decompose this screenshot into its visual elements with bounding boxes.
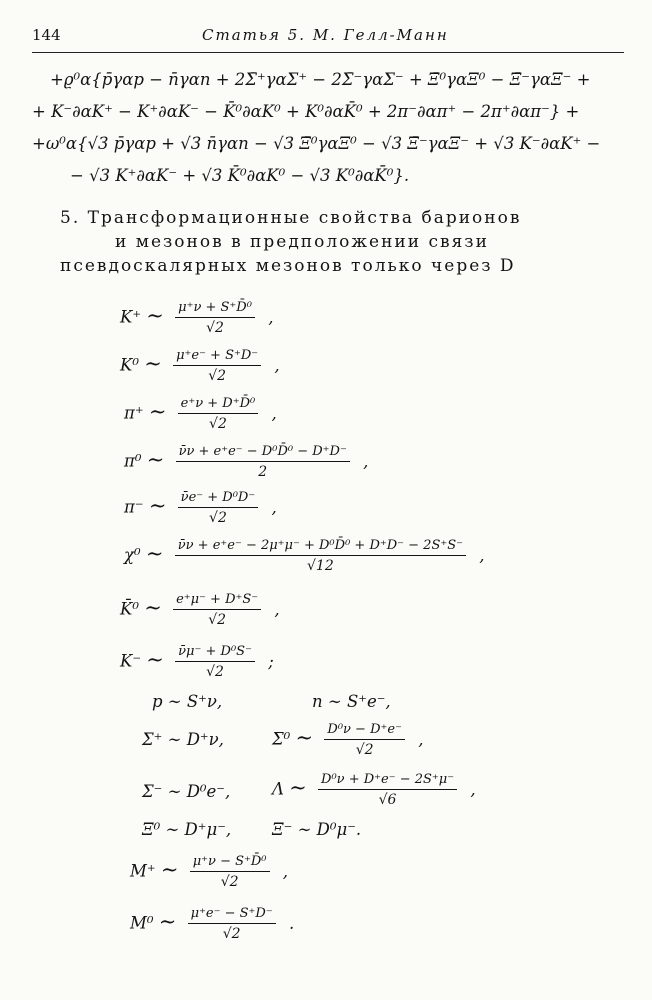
relation-pi-minus	[124, 490, 277, 526]
section-title-line-2: и мезонов в предположении связи	[115, 232, 489, 252]
punctuation: .	[288, 913, 295, 933]
equation-line-1: +ϱ⁰α{p̄γαp − n̄γαn + 2Σ̄⁺γαΣ⁺ − 2Σ̄⁻γαΣ⁻ + Ξ̄⁰γαΞ⁰ − Ξ̄⁻γαΞ⁻ +	[50, 70, 591, 89]
page-number: 144	[32, 26, 61, 44]
relation-lhs: Σ⁰	[272, 729, 291, 749]
punctuation: ,	[271, 497, 277, 517]
denominator: 2	[258, 464, 268, 480]
denominator: √6	[378, 792, 397, 808]
punctuation: ,	[418, 729, 424, 749]
tilde-sign: ∼	[148, 399, 167, 424]
numerator: μ⁺ν − S⁺D̄⁰	[190, 854, 270, 872]
relation-lhs: M⁺	[130, 861, 156, 881]
numerator: ν̄ν + e⁺e⁻ − D⁰D̄⁰ − D⁺D⁻	[176, 444, 350, 462]
numerator: ν̄e⁻ + D⁰D⁻	[178, 490, 259, 508]
equation-line-3: +ω⁰α{√3 p̄γαp + √3 n̄γαn − √3 Ξ̄⁰γαΞ⁰ − √3 Ξ̄⁻γαΞ⁻ + √3 K⁻∂αK⁺ −	[32, 134, 601, 153]
section-title-line-1: 5. Трансформационные свойства барионов	[60, 208, 522, 228]
tilde-sign: ∼	[146, 647, 164, 672]
relation-neutron: n ∼ S⁺e⁻,	[312, 692, 391, 711]
relation-lhs: K⁰	[120, 355, 139, 375]
relation-pi-zero	[124, 444, 368, 480]
numerator: D⁰ν − D⁺e⁻	[324, 722, 405, 740]
relation-lhs: K⁺	[120, 307, 142, 327]
numerator: μ⁺e⁻ + S⁺D⁻	[173, 348, 261, 366]
punctuation: ;	[268, 651, 274, 671]
denominator: √12	[306, 558, 334, 574]
denominator: √2	[222, 926, 241, 942]
relation-k-minus	[120, 644, 274, 680]
numerator: D⁰ν + D⁺e⁻ − 2S⁺μ⁻	[318, 772, 457, 790]
fraction	[190, 854, 270, 890]
denominator: √2	[206, 664, 224, 680]
running-title: Статья 5. М. Гелл-Манн	[202, 26, 449, 44]
relation-lambda	[272, 772, 476, 808]
relation-lhs: M⁰	[130, 913, 154, 933]
relation-m-plus	[130, 854, 288, 890]
relation-k-plus	[120, 300, 273, 336]
relation-lhs: π⁺	[124, 403, 144, 423]
equation-line-2: + K⁻∂αK⁺ − K⁺∂αK⁻ − K̄⁰∂αK⁰ + K⁰∂αK̄⁰ + 2π⁻∂απ⁺ − 2π⁺∂απ⁻} +	[32, 102, 580, 121]
relation-lhs: χ⁰	[124, 545, 141, 565]
punctuation: ,	[479, 545, 485, 565]
relation-lhs: π⁻	[124, 497, 144, 517]
numerator: μ⁺e⁻ − S⁺D⁻	[188, 906, 276, 924]
relation-sigma-plus: Σ⁺ ∼ D⁺ν,	[142, 730, 224, 749]
fraction	[324, 722, 405, 758]
numerator: e⁺μ⁻ + D⁺S⁻	[173, 592, 261, 610]
relation-lhs: K̄⁰	[120, 599, 139, 619]
page-header	[32, 22, 624, 53]
relation-proton: p ∼ S⁺ν,	[152, 692, 223, 711]
punctuation: ,	[268, 307, 274, 327]
equation-line-4: − √3 K⁺∂αK⁻ + √3 K̄⁰∂αK⁰ − √3 K⁰∂αK̄⁰}.	[70, 166, 410, 185]
relation-chi-zero	[124, 538, 484, 574]
relation-k-bar-zero	[120, 592, 280, 628]
tilde-sign: ∼	[144, 351, 162, 376]
fraction	[176, 444, 350, 480]
numerator: ν̄μ⁻ + D⁰S⁻	[175, 644, 255, 662]
relation-lhs: K⁻	[120, 651, 142, 671]
tilde-sign: ∼	[295, 725, 314, 750]
fraction	[318, 772, 457, 808]
denominator: √2	[209, 416, 227, 432]
tilde-sign: ∼	[146, 447, 165, 472]
denominator: √2	[220, 874, 239, 890]
tilde-sign: ∼	[158, 909, 177, 934]
relation-m-zero	[130, 906, 294, 942]
fraction	[175, 538, 466, 574]
relation-lhs: Λ	[272, 779, 284, 799]
relation-xi-zero: Ξ⁰ ∼ D⁺μ⁻,	[142, 820, 232, 839]
punctuation: ,	[363, 451, 369, 471]
denominator: √2	[355, 742, 374, 758]
relation-k-zero	[120, 348, 280, 384]
fraction	[178, 396, 259, 432]
fraction	[175, 644, 255, 680]
tilde-sign: ∼	[145, 541, 164, 566]
denominator: √2	[208, 612, 227, 628]
punctuation: ,	[274, 599, 280, 619]
denominator: √2	[206, 320, 224, 336]
fraction	[175, 300, 255, 336]
punctuation: ,	[274, 355, 280, 375]
denominator: √2	[209, 510, 227, 526]
punctuation: ,	[470, 779, 476, 799]
section-title-line-3: псевдоскалярных мезонов только через D	[60, 256, 516, 276]
relation-lhs: π⁰	[124, 451, 142, 471]
denominator: √2	[208, 368, 227, 384]
punctuation: ,	[282, 861, 288, 881]
relation-pi-plus	[124, 396, 277, 432]
fraction	[188, 906, 276, 942]
tilde-sign: ∼	[160, 857, 179, 882]
fraction	[178, 490, 259, 526]
relation-xi-minus: Ξ⁻ ∼ D⁰μ⁻.	[272, 820, 362, 839]
punctuation: ,	[271, 403, 277, 423]
relation-sigma-zero	[272, 722, 423, 758]
tilde-sign: ∼	[289, 775, 307, 800]
tilde-sign: ∼	[144, 595, 162, 620]
numerator: ν̄ν + e⁺e⁻ − 2μ⁺μ⁻ + D⁰D̄⁰ + D⁺D⁻ − 2S⁺S⁻	[175, 538, 466, 556]
fraction	[173, 592, 261, 628]
relation-sigma-minus: Σ⁻ ∼ D⁰e⁻,	[142, 782, 231, 801]
numerator: μ⁺ν + S⁺D̄⁰	[175, 300, 255, 318]
tilde-sign: ∼	[148, 493, 167, 518]
tilde-sign: ∼	[146, 303, 164, 328]
fraction	[173, 348, 261, 384]
numerator: e⁺ν + D⁺D̄⁰	[178, 396, 259, 414]
